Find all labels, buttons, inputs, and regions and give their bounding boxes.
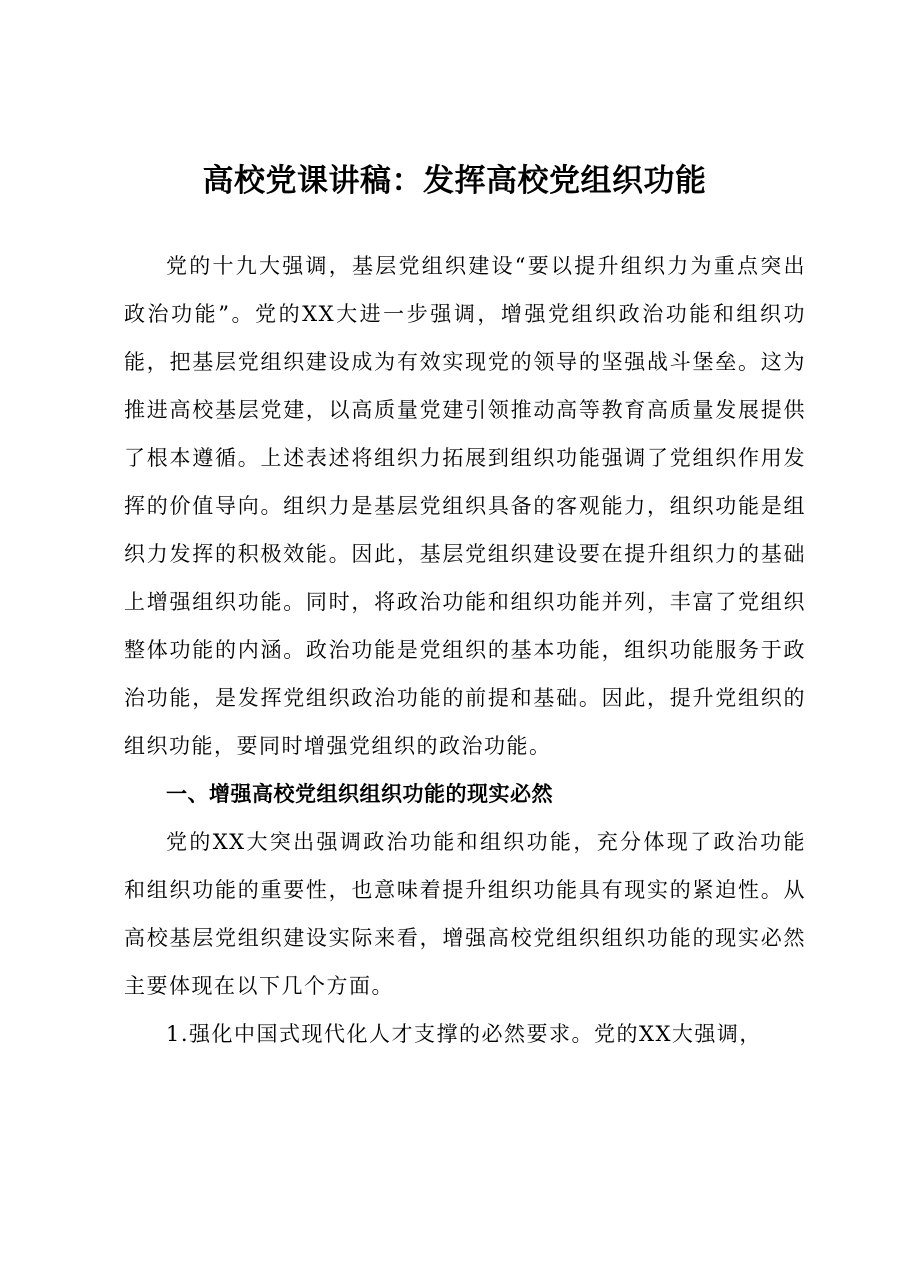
section-heading: 一、增强高校党组织组织功能的现实必然 (166, 782, 553, 806)
document-body (124, 242, 806, 1058)
paragraph-section-intro: 党的XX大突出强调政治功能和组织功能，充分体现了政治功能和组织功能的重要性，也意味着提升组织功能具有现实的紧迫性。从高校基层党组织建设实际来看，增强高校党组织组织功能的现实必然主要体现在以下几个方面。 (124, 830, 806, 998)
document-title: 高校党课讲稿：发挥高校党组织功能 (202, 163, 707, 199)
paragraph-intro: 党的十九大强调，基层党组织建设“要以提升组织力为重点突出政治功能”。党的XX大进一步强调，增强党组织政治功能和组织功能，把基层党组织建设成为有效实现党的领导的坚强战斗堡垒。这为推进高校基层党建，以高质量党建引领推动高等教育高质量发展提供了根本遵循。上述表述将组织力拓展到组织功能强调了党组织作用发挥的价值导向。组织力是基层党组织具备的客观能力，组织功能是组织力发挥的积极效能。因此，基层党组织建设要在提升组织力的基础上增强组织功能。同时，将政治功能和组织功能并列，丰富了党组织整体功能的内涵。政治功能是党组织的基本功能，组织功能服务于政治功能，是发挥党组织政治功能的前提和基础。因此，提升党组织的组织功能，要同时增强党组织的政治功能。 (124, 254, 806, 758)
paragraph-point-1: 1.强化中国式现代化人才支撑的必然要求。党的XX大强调， (166, 1022, 762, 1046)
